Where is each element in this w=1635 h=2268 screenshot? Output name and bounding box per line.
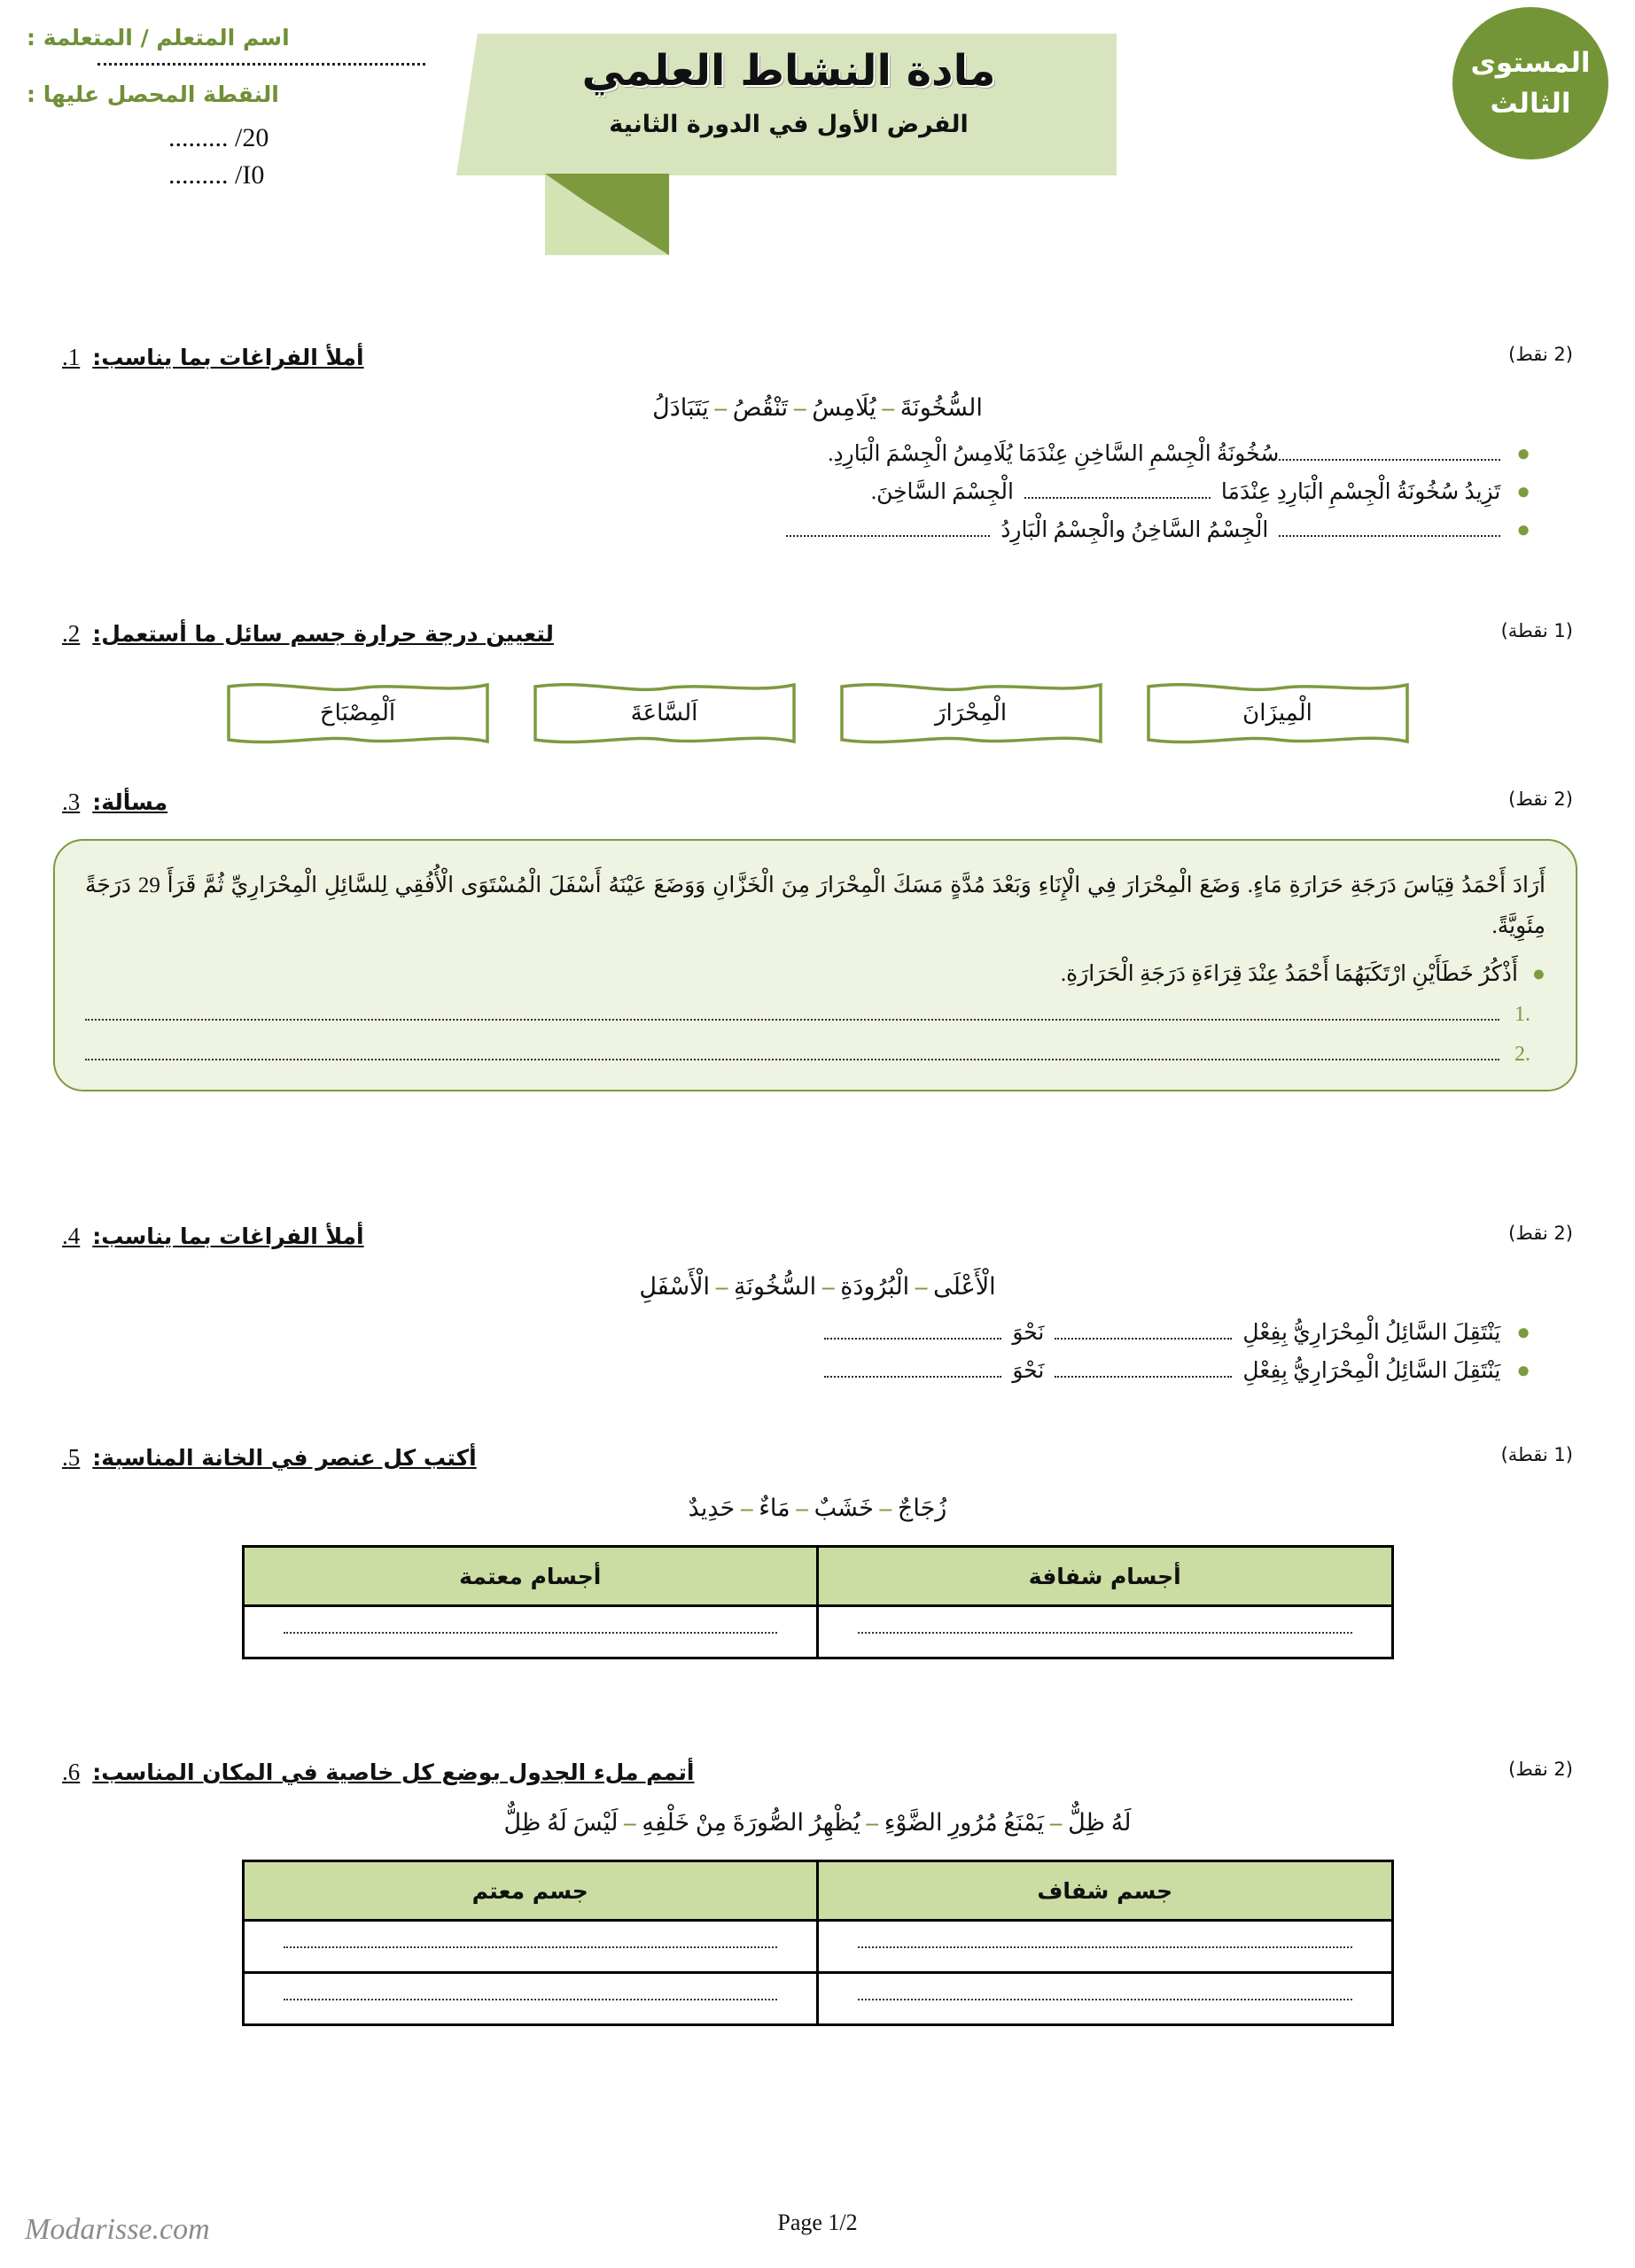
page-title: مادة النشاط العلمي bbox=[581, 46, 996, 96]
item-text: يَنْتَقِلَ السَّائِلُ الْمِحْرَارِيُّ بِفِعْلِ bbox=[1242, 1359, 1501, 1383]
exercise-3 bbox=[0, 788, 1635, 1091]
bullet-icon: ● bbox=[1516, 517, 1530, 542]
wordbank-separator: – bbox=[860, 1809, 878, 1836]
wordbank-item: الْأَعْلَى bbox=[933, 1273, 996, 1300]
wordbank-item: لَيْسَ لَهُ ظِلٌّ bbox=[503, 1809, 619, 1836]
blank-field[interactable] bbox=[786, 514, 990, 537]
list-item bbox=[0, 438, 1635, 467]
wordbank-item: الْبُرُودَةِ bbox=[840, 1273, 910, 1300]
wordbank-separator: – bbox=[735, 1495, 753, 1521]
list-item bbox=[0, 514, 1635, 543]
list-item bbox=[0, 1355, 1635, 1384]
exercise-4 bbox=[0, 1223, 1635, 1393]
table-answer-cell[interactable] bbox=[818, 1606, 1393, 1658]
table-header-row bbox=[243, 1547, 1392, 1606]
transparency-table bbox=[242, 1545, 1394, 1659]
option-box-saa[interactable] bbox=[532, 678, 798, 749]
exercise-3-points: (2 نقط) bbox=[1508, 788, 1573, 810]
wordbank-item: يَمْنَعُ مُرُورِ الضَّوْءِ bbox=[884, 1809, 1045, 1836]
exercise-1 bbox=[0, 344, 1635, 552]
properties-table bbox=[242, 1860, 1394, 2026]
list-item bbox=[0, 476, 1635, 505]
option-box-mizan[interactable] bbox=[1145, 678, 1411, 749]
exercise-1-number: 1. bbox=[62, 344, 81, 370]
exercise-6-heading: أتمم ملء الجدول بوضع كل خاصية في المكان المناسب: bbox=[92, 1759, 695, 1785]
bullet-icon: ● bbox=[1531, 961, 1545, 986]
exercise-5-number: 5. bbox=[62, 1444, 81, 1471]
wordbank-separator: – bbox=[788, 394, 806, 421]
cell-blank-line bbox=[858, 1998, 1352, 2000]
table-header-cell: أجسام شفافة bbox=[818, 1547, 1393, 1606]
score-out-of-10[interactable]: ......... /I0 bbox=[168, 160, 265, 190]
wordbank-item: السُّخُونَةَ bbox=[899, 394, 983, 421]
table-answer-cell[interactable] bbox=[243, 1973, 818, 2025]
exercise-3-title bbox=[62, 788, 167, 816]
score-rows bbox=[27, 123, 425, 190]
list-item bbox=[0, 1317, 1635, 1346]
level-label-line2: الثالث bbox=[1490, 88, 1571, 120]
table-header-cell: أجسام معتمة bbox=[243, 1547, 818, 1606]
exercise-4-wordbank bbox=[0, 1273, 1635, 1301]
exercise-2-points: (1 نقطة) bbox=[1500, 620, 1573, 641]
problem-question-text: أَذْكُرُ خَطَأَيْنِ ارْتَكَبَهُمَا أَحْمَدُ عِنْدَ قِرَاءَةِ دَرَجَةِ الْحَرَارَةِ. bbox=[1060, 961, 1518, 986]
item-text: الْجِسْمُ السَّاخِنُ والْجِسْمُ الْبَارِدُ bbox=[1000, 518, 1269, 542]
wordbank-item: تَنْقُصُ bbox=[732, 394, 789, 421]
blank-field[interactable] bbox=[1055, 1355, 1232, 1378]
exercise-2 bbox=[0, 620, 1635, 749]
item-text: نَحْوَ bbox=[1012, 1359, 1045, 1383]
exercise-4-title bbox=[62, 1223, 364, 1250]
problem-question bbox=[85, 960, 1545, 987]
cell-blank-line bbox=[284, 1998, 778, 2000]
student-name-input[interactable] bbox=[97, 63, 425, 66]
exercise-5-heading: أكتب كل عنصر في الخانة المناسبة: bbox=[92, 1445, 477, 1471]
exercise-6-wordbank bbox=[0, 1809, 1635, 1837]
site-watermark: Modarisse.com bbox=[25, 2213, 210, 2246]
answer-number: 2. bbox=[1514, 1042, 1530, 1066]
exercise-1-points: (2 نقط) bbox=[1508, 344, 1573, 365]
item-text: يَنْتَقِلَ السَّائِلُ الْمِحْرَارِيُّ بِفِعْلِ bbox=[1242, 1321, 1501, 1345]
option-box-mihrar[interactable] bbox=[838, 678, 1104, 749]
student-name-label: اسم المتعلم / المتعلمة : bbox=[27, 25, 290, 50]
table-row bbox=[243, 1606, 1392, 1658]
wordbank-separator: – bbox=[1044, 1809, 1063, 1836]
wordbank-item: مَاءٌ bbox=[759, 1495, 790, 1521]
exercise-5-title bbox=[62, 1444, 477, 1472]
wordbank-separator: – bbox=[873, 1495, 892, 1521]
table-row bbox=[243, 1921, 1392, 1973]
bullet-icon: ● bbox=[1516, 1357, 1530, 1383]
table-header-cell: جسم معتم bbox=[243, 1861, 818, 1921]
item-text: الْجِسْمَ السَّاخِنَ. bbox=[870, 480, 1014, 504]
exercise-2-title bbox=[62, 620, 554, 648]
wordbank-separator: – bbox=[618, 1809, 636, 1836]
wordbank-item: يُلَامِسُ bbox=[812, 394, 876, 421]
answer-number: 1. bbox=[1514, 1002, 1530, 1026]
exercise-1-title bbox=[62, 344, 364, 371]
wordbank-item: زُجَاجٌ bbox=[897, 1495, 947, 1521]
wordbank-separator: – bbox=[816, 1273, 835, 1300]
cell-blank-line bbox=[858, 1631, 1352, 1634]
option-label: الْمِيزَانَ bbox=[1242, 700, 1312, 726]
option-label: اَلْمِصْبَاحَ bbox=[319, 700, 396, 726]
wordbank-separator: – bbox=[708, 394, 728, 421]
table-answer-cell[interactable] bbox=[818, 1973, 1393, 2025]
wordbank-item: لَهُ ظِلٌّ bbox=[1068, 1809, 1132, 1836]
exercise-4-items bbox=[0, 1317, 1635, 1384]
wordbank-item: خَشَبٌ bbox=[814, 1495, 874, 1521]
wordbank-item: حَدِيدٌ bbox=[688, 1495, 736, 1521]
cell-blank-line bbox=[284, 1946, 778, 1948]
answer-blank[interactable] bbox=[85, 1039, 1499, 1060]
exercise-2-number: 2. bbox=[62, 620, 81, 647]
item-text: سُخُونَةُ الْجِسْمِ السَّاخِنِ عِنْدَمَا يُلَامِسُ الْجِسْمَ الْبَارِدِ. bbox=[828, 442, 1280, 466]
exercise-5 bbox=[0, 1444, 1635, 1659]
exercise-5-wordbank bbox=[0, 1495, 1635, 1522]
mark-label: النقطة المحصل عليها : bbox=[27, 82, 279, 107]
cell-blank-line bbox=[858, 1946, 1352, 1948]
exercise-1-heading: أملأ الفراغات بما يناسب: bbox=[92, 345, 364, 370]
exercise-4-heading: أملأ الفراغات بما يناسب: bbox=[92, 1223, 364, 1249]
bullet-icon: ● bbox=[1516, 440, 1530, 466]
exercise-6-points: (2 نقط) bbox=[1508, 1759, 1573, 1780]
blank-field[interactable] bbox=[824, 1317, 1001, 1340]
table-row bbox=[243, 1973, 1392, 2025]
bullet-icon: ● bbox=[1516, 478, 1530, 504]
bullet-icon: ● bbox=[1516, 1319, 1530, 1345]
exercise-3-number: 3. bbox=[62, 788, 81, 815]
wordbank-separator: – bbox=[909, 1273, 928, 1300]
wordbank-separator: – bbox=[710, 1273, 728, 1300]
wordbank-item: يَتَبَادَلُ bbox=[652, 394, 709, 421]
blank-field[interactable] bbox=[1055, 1317, 1232, 1340]
exercise-1-items bbox=[0, 438, 1635, 543]
table-answer-cell[interactable] bbox=[243, 1606, 818, 1658]
exercise-1-wordbank bbox=[0, 394, 1635, 422]
wordbank-item: يُظْهِرُ الصُّورَةَ مِنْ خَلْفِهِ bbox=[642, 1809, 860, 1836]
student-info-block bbox=[27, 25, 425, 198]
score-out-of-20[interactable]: ......... /20 bbox=[168, 123, 269, 152]
answer-line-1[interactable] bbox=[85, 999, 1545, 1027]
option-box-misbah[interactable] bbox=[225, 678, 491, 749]
blank-field[interactable] bbox=[1279, 438, 1500, 461]
answer-line-2[interactable] bbox=[85, 1039, 1545, 1067]
exercise-4-points: (2 نقط) bbox=[1508, 1223, 1573, 1244]
page-number: Page 1/2 bbox=[777, 2210, 858, 2235]
blank-field[interactable] bbox=[1024, 476, 1211, 499]
exercise-6-number: 6. bbox=[62, 1759, 81, 1785]
option-label: الْمِحْرَارَ bbox=[934, 700, 1008, 726]
blank-field[interactable] bbox=[1279, 514, 1500, 537]
answer-blank[interactable] bbox=[85, 999, 1499, 1021]
problem-statement: أَرَادَ أَحْمَدُ قِيَاسَ دَرَجَةِ حَرَارَةِ مَاءٍ. وَضَعَ الْمِحْرَارَ فِي الْإِنَاءِ وَبَعْدَ مُدَّةٍ مَسَكَ الْمِحْرَارَ مِنَ الْخَزَّانِ وَوَضَعَ عَيْنَهُ أَسْفَلَ الْمُسْتَوَى الْأُفُقِي لِلسَّائِلِ الْمِحْرَارِيِّ ثُمَّ قَرَأَ 29 دَرَجَةً مِئَوِيَّةً. bbox=[85, 874, 1545, 939]
table-answer-cell[interactable] bbox=[818, 1921, 1393, 1973]
wordbank-separator: – bbox=[790, 1495, 808, 1521]
option-label: اَلسَّاعَةَ bbox=[630, 700, 698, 726]
wordbank-item: السُّخُونَةِ bbox=[734, 1273, 817, 1300]
page-header bbox=[0, 0, 1635, 319]
problem-card bbox=[53, 839, 1577, 1091]
exercise-4-number: 4. bbox=[62, 1223, 81, 1249]
level-badge bbox=[1452, 7, 1608, 159]
table-answer-cell[interactable] bbox=[243, 1921, 818, 1973]
table-header-row bbox=[243, 1861, 1392, 1921]
item-text: تَزِيدُ سُخُونَةُ الْجِسْمِ الْبَارِدِ عِنْدَمَا bbox=[1220, 480, 1501, 504]
exercise-2-heading: لتعيين درجة حرارة جسم سائل ما أستعمل: bbox=[92, 621, 554, 647]
exercise-3-heading: مسألة: bbox=[92, 789, 168, 815]
exercise-5-points: (1 نقطة) bbox=[1500, 1444, 1573, 1465]
wordbank-separator: – bbox=[876, 394, 894, 421]
page-subtitle: الفرض الأول في الدورة الثانية bbox=[609, 111, 969, 138]
level-label-line1: المستوى bbox=[1470, 47, 1591, 79]
table-header-cell: جسم شفاف bbox=[818, 1861, 1393, 1921]
cell-blank-line bbox=[284, 1631, 778, 1634]
exercise-6 bbox=[0, 1759, 1635, 2026]
exercise-2-options bbox=[0, 678, 1635, 749]
blank-field[interactable] bbox=[824, 1355, 1001, 1378]
wordbank-item: الْأَسْفَلِ bbox=[639, 1273, 710, 1300]
item-text: نَحْوَ bbox=[1012, 1321, 1045, 1345]
exercise-6-title bbox=[62, 1759, 695, 1786]
